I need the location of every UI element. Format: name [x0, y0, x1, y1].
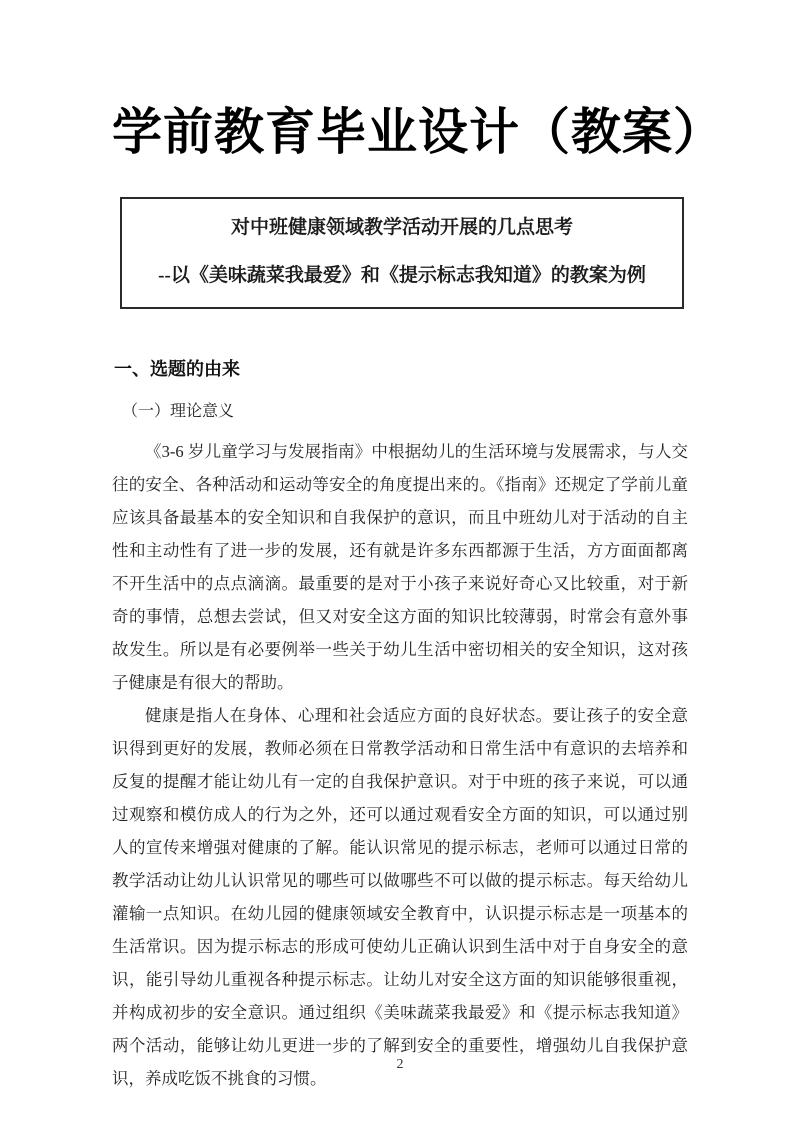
subtitle-line-1: 对中班健康领域教学活动开展的几点思考 — [230, 217, 573, 238]
body-paragraph-1: 《3-6 岁儿童学习与发展指南》中根据幼儿的生活环境与发展需求，与人交往的安全、各种活动和运动等安全的角度提出来的。《指南》还规定了学前儿童应该具备最基本的安全知识和自我保护的意识，而且中班幼儿对于活动的自主性和主动性有了进一步的发展，还有就是许多东西都源于生活，方方面面都离不开生活中的点点滴滴。最重要的是对于小孩子来说好奇心又比较重，对于新奇的事情，总想去尝试，但又对安全这方面的知识比较薄弱，时常会有意外事故发生。所以是有必要例举一些关于幼儿生活中密切相关的安全知识，这对孩子健康是有很大的帮助。 — [112, 442, 688, 692]
body-paragraph-2: 健康是指人在身体、心理和社会适应方面的良好状态。要让孩子的安全意识得到更好的发展，教师必须在日常教学活动和日常生活中有意识的去培养和反复的提醒才能让幼儿有一定的自我保护意识。对于中班的孩子来说，可以通过观察和模仿成人的行为之外，还可以通过观看安全方面的知识，可以通过别人的宣传来增强对健康的了解。能认识常见的提示标志，老师可以通过日常的教学活动让幼儿认识常见的哪些可以做哪些不可以做的提示标志。每天给幼儿灌输一点知识。在幼儿园的健康领域安全教育中，认识提示标志是一项基本的生活常识。因为提示标志的形成可使幼儿正确认识到生活中对于自身安全的意识，能引导幼儿重视各种提示标志。让幼儿对安全这方面的知识能够很重视，并构成初步的安全意识。通过组织《美味蔬菜我最爱》和《提示标志我知道》两个活动，能够让幼儿更进一步的了解到安全的重要性，增强幼儿自我保护意识，养成吃饭不挑食的习惯。 — [112, 706, 688, 1088]
boxed-subtitle — [120, 197, 684, 309]
document-main-title: 学前教育毕业设计（教案） — [112, 104, 724, 160]
section-heading-origin-of-topic: 一、选题的由来 — [114, 359, 240, 379]
subtitle-line-2: --以《美味蔬菜我最爱》和《提示标志我知道》的教案为例 — [158, 265, 646, 286]
page-number: 2 — [396, 1057, 404, 1072]
subsection-heading-theoretical-significance: （一）理论意义 — [122, 403, 235, 420]
